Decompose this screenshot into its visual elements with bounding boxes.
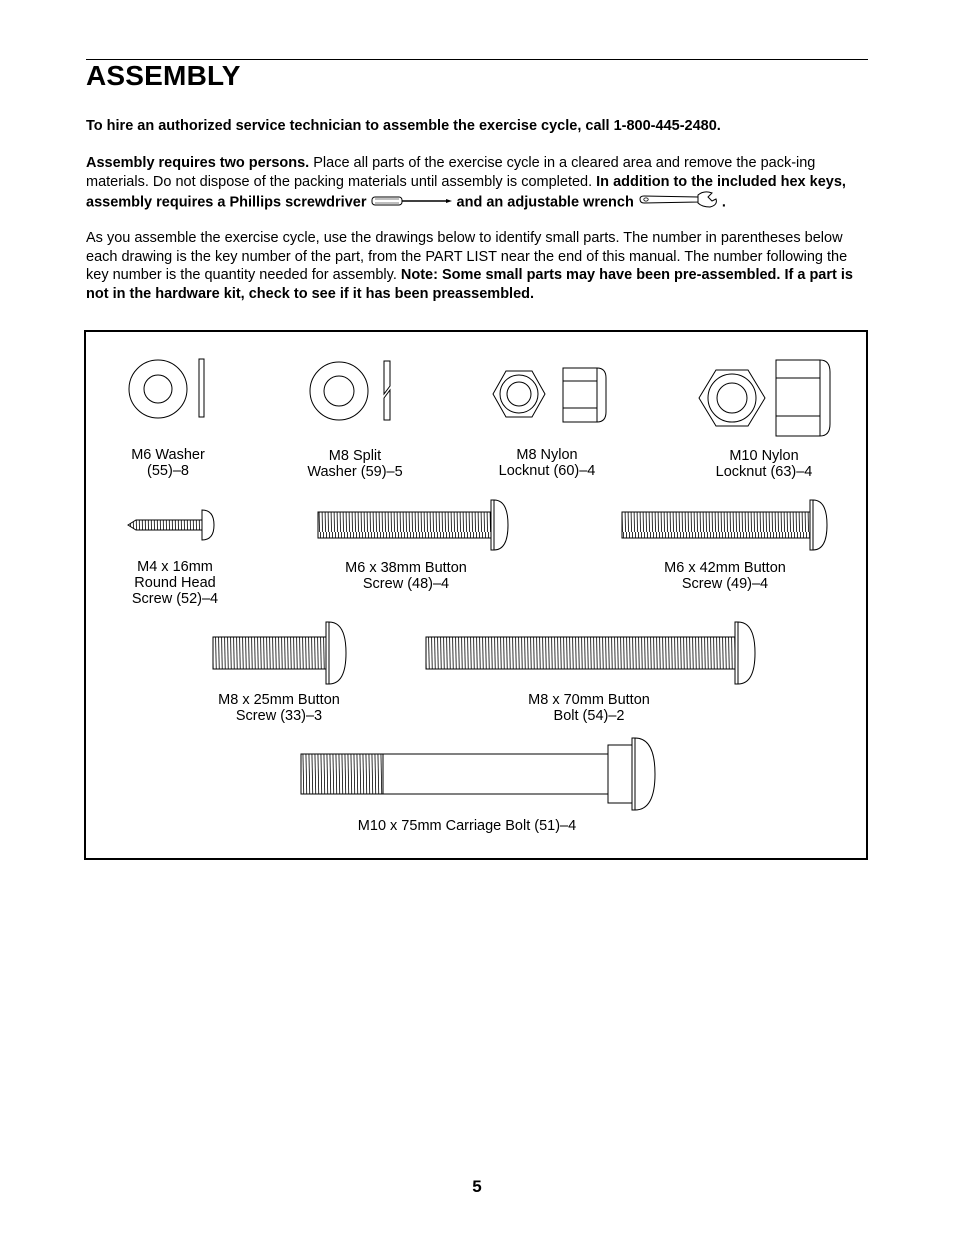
phillips-screwdriver-icon xyxy=(371,194,453,213)
instructions-paragraph xyxy=(86,229,870,304)
m6-42mm-button-screw-drawing xyxy=(622,500,827,550)
m8-split-washer-drawing xyxy=(310,361,390,420)
page-title: ASSEMBLY xyxy=(86,60,241,91)
page-number: 5 xyxy=(472,1177,482,1196)
adjustable-wrench-icon xyxy=(638,191,718,215)
m10-carriage-bolt-label: M10 x 75mm Carriage Bolt (51)–4 xyxy=(357,818,577,834)
tools-required-text: In addition to the included hex keys, assembly requires a Phillips screwdriver xyxy=(86,173,846,212)
m8-25mm-button-screw-label: M8 x 25mm Button Screw (33)–3 xyxy=(218,692,340,724)
cleared-area-text: Place all parts of the exercise cycle in a cleared area and remove the pack-ing materials. Do not dispose of the packing materials until assembly is completed. xyxy=(86,155,816,190)
m8-70mm-button-bolt-drawing xyxy=(426,622,755,684)
m8-nylon-locknut-label: M8 Nylon Locknut (60)–4 xyxy=(498,447,596,479)
m10-nylon-locknut-label: M10 Nylon Locknut (63)–4 xyxy=(715,448,813,480)
m8-70mm-button-bolt-label: M8 x 70mm Button Bolt (54)–2 xyxy=(528,692,650,724)
m6-washer-label: M6 Washer (55)–8 xyxy=(131,447,205,479)
m6-38mm-button-screw-label: M6 x 38mm Button Screw (48)–4 xyxy=(345,560,467,592)
wrench-text: and an adjustable wrench xyxy=(452,195,634,212)
hardware-parts-box xyxy=(84,330,868,860)
hire-technician-text: To hire an authorized service technician to assemble the exercise cycle, call 1-800-445-2480. xyxy=(86,118,721,134)
m6-38mm-button-screw-drawing xyxy=(318,500,508,550)
two-persons-text: Assembly requires two persons. xyxy=(86,155,310,171)
m6-washer-drawing xyxy=(129,359,204,418)
m10-nylon-locknut-drawing xyxy=(699,360,830,436)
m10-carriage-bolt-drawing xyxy=(301,738,655,810)
preassembled-note-text: Note: Some small parts may have been pre-assembled. If a part is not in the hardware kit, check to see if it has been preassembled. xyxy=(86,267,853,303)
m4-round-head-screw-drawing xyxy=(128,510,214,540)
drawings-text: As you assemble the exercise cycle, use the drawings below to identify small parts. The number in parentheses below each drawing is the key number of the part, from the PART LIST near the end of this manual. The number following the key number is the quantity needed for assembly. xyxy=(86,230,848,284)
assembly-paragraph xyxy=(86,154,870,215)
m6-42mm-button-screw-label: M6 x 42mm Button Screw (49)–4 xyxy=(664,560,786,592)
m8-25mm-button-screw-drawing xyxy=(213,622,346,684)
m4-round-head-screw-label: M4 x 16mm Round Head Screw (52)–4 xyxy=(131,559,219,607)
m8-split-washer-label: M8 Split Washer (59)–5 xyxy=(307,448,403,480)
period-text: . xyxy=(717,195,726,212)
m8-nylon-locknut-drawing xyxy=(493,368,606,422)
